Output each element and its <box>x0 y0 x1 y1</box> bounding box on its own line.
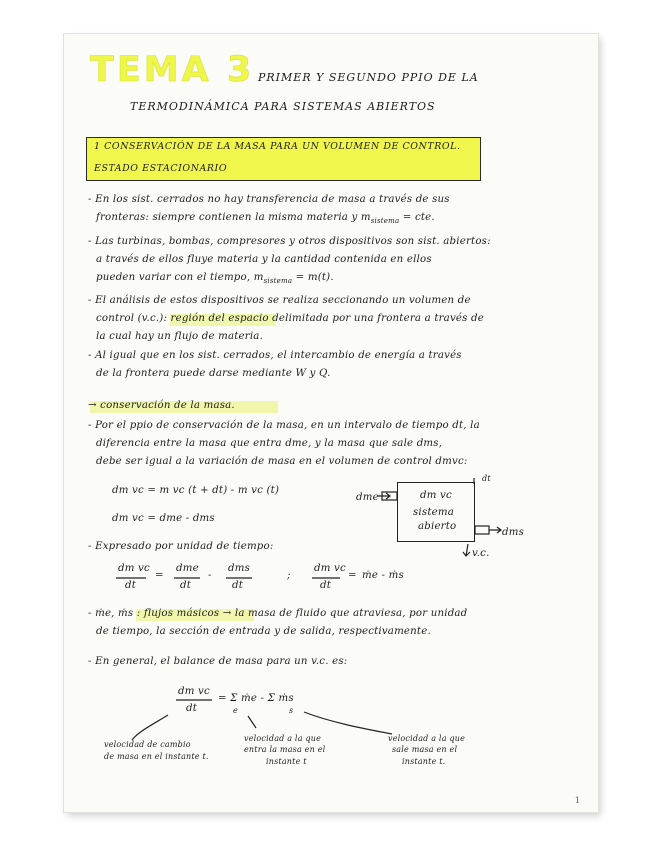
annotation-1-line-2: de masa en el instante t. <box>104 752 209 761</box>
paragraph-line: - Al igual que en los sist. cerrados, el intercambio de energía a través <box>88 350 462 361</box>
section-heading-line-2: ESTADO ESTACIONARIO <box>94 163 228 174</box>
annotation-2-line-1: velocidad a la que <box>244 734 322 743</box>
rate-denominator: dt <box>180 580 192 591</box>
annotation-pointer <box>304 712 392 734</box>
subscript: sistema <box>263 277 293 286</box>
paragraph-line: debe ser igual a la variación de masa en el volumen de control dmvc: <box>96 456 468 467</box>
paragraph-line: - Las turbinas, bombas, compresores y otros dispositivos son sist. abiertos: <box>88 236 491 247</box>
inlet-arrow <box>378 493 390 499</box>
minus-sign: - <box>208 570 212 581</box>
outlet-arrow <box>489 527 501 533</box>
rate-denominator: dt <box>232 580 244 591</box>
sum-index-s: s <box>289 706 294 715</box>
paragraph-line: - En general, el balance de masa para un v.c. es: <box>88 656 348 667</box>
text-run: fronteras: siempre contienen la misma materia y m <box>96 212 371 223</box>
vc-pointer <box>463 544 470 556</box>
paragraph-line: - El análisis de estos dispositivos se realiza seccionando un volumen de <box>88 295 471 306</box>
text-run: = cte. <box>402 212 435 223</box>
outlet-pipe <box>475 526 489 534</box>
page-number: 1 <box>574 796 580 805</box>
rate-numerator: dme <box>176 563 199 574</box>
text-run: pueden variar con el tiempo, m <box>96 272 264 283</box>
sum-index-e: e <box>233 706 238 715</box>
paragraph-line: - ṁe, ṁs : flujos másicos → la masa de fluido que atraviesa, por unidad <box>88 608 468 619</box>
separator: ; <box>287 570 291 581</box>
subtitle-line-2: TERMODINÁMICA PARA SISTEMAS ABIERTOS <box>130 100 436 113</box>
paragraph-line: de la frontera puede darse mediante W y Q. <box>96 368 331 379</box>
section-heading-line-1: 1 CONSERVACIÓN DE LA MASA PARA UN VOLUMEN DE CONTROL. <box>94 141 461 152</box>
diagram-dt-label: dt <box>482 474 491 483</box>
page-title: TEMA 3 <box>90 50 255 90</box>
annotation-pointer <box>132 715 168 740</box>
box-label-dmvc: dm vc <box>420 490 452 501</box>
balance-denominator: dt <box>186 703 198 714</box>
annotation-3-line-1: velocidad a la que <box>388 734 466 743</box>
rate-numerator: dm vc <box>118 563 150 574</box>
annotation-1-line-1: velocidad de cambio <box>104 740 191 749</box>
paragraph-line: - Por el ppio de conservación de la masa, en un intervalo de tiempo dt, la <box>88 420 480 431</box>
outlet-label: dms <box>502 527 525 538</box>
annotation-2-line-3: instante t <box>266 757 307 766</box>
vc-label: v.c. <box>472 548 490 559</box>
annotation-3-line-3: instante t. <box>402 757 446 766</box>
balance-rhs: = Σ ṁe - Σ ṁs <box>218 693 294 704</box>
annotation-2-line-2: entra la masa en el <box>244 745 326 754</box>
paragraph-line: la cual hay un flujo de materia. <box>96 331 264 342</box>
rate-numerator: dm vc <box>314 563 346 574</box>
box-label-abierto: abierto <box>418 521 457 532</box>
paragraph-line: de tiempo, la sección de entrada y de salida, respectivamente. <box>96 626 431 637</box>
annotation-pointer <box>248 716 256 728</box>
box-label-sistema: sistema <box>413 507 454 518</box>
paragraph-line: a través de ellos fluye materia y la cantidad contenida en ellos <box>96 254 432 265</box>
subsection-heading: → conservación de la masa. <box>88 400 235 411</box>
rate-numerator: dms <box>228 563 251 574</box>
inlet-label: dme <box>356 492 379 503</box>
equals-sign: = <box>348 570 357 581</box>
paragraph-line: control (v.c.): región del espacio delimitada por una frontera a través de <box>96 313 484 324</box>
paragraph-line: diferencia entre la masa que entra dme, y la masa que sale dms, <box>96 438 443 449</box>
per-time-label: - Expresado por unidad de tiempo: <box>88 541 274 552</box>
equals-sign: = <box>155 570 164 581</box>
equation-2: dm vc = dme - dms <box>112 513 215 524</box>
annotation-3-line-2: sale masa en el <box>392 745 458 754</box>
subtitle-line-1: PRIMER Y SEGUNDO PPIO DE LA <box>258 71 479 84</box>
paragraph-line: - En los sist. cerrados no hay transferencia de masa a través de sus <box>88 194 450 205</box>
subscript: sistema <box>370 217 400 226</box>
rate-rhs: ṁe - ṁs <box>362 570 404 581</box>
balance-numerator: dm vc <box>178 686 210 697</box>
rate-denominator: dt <box>320 580 332 591</box>
equation-1: dm vc = m vc (t + dt) - m vc (t) <box>112 485 280 496</box>
text-run: = m(t). <box>295 272 334 283</box>
rate-denominator: dt <box>125 580 137 591</box>
